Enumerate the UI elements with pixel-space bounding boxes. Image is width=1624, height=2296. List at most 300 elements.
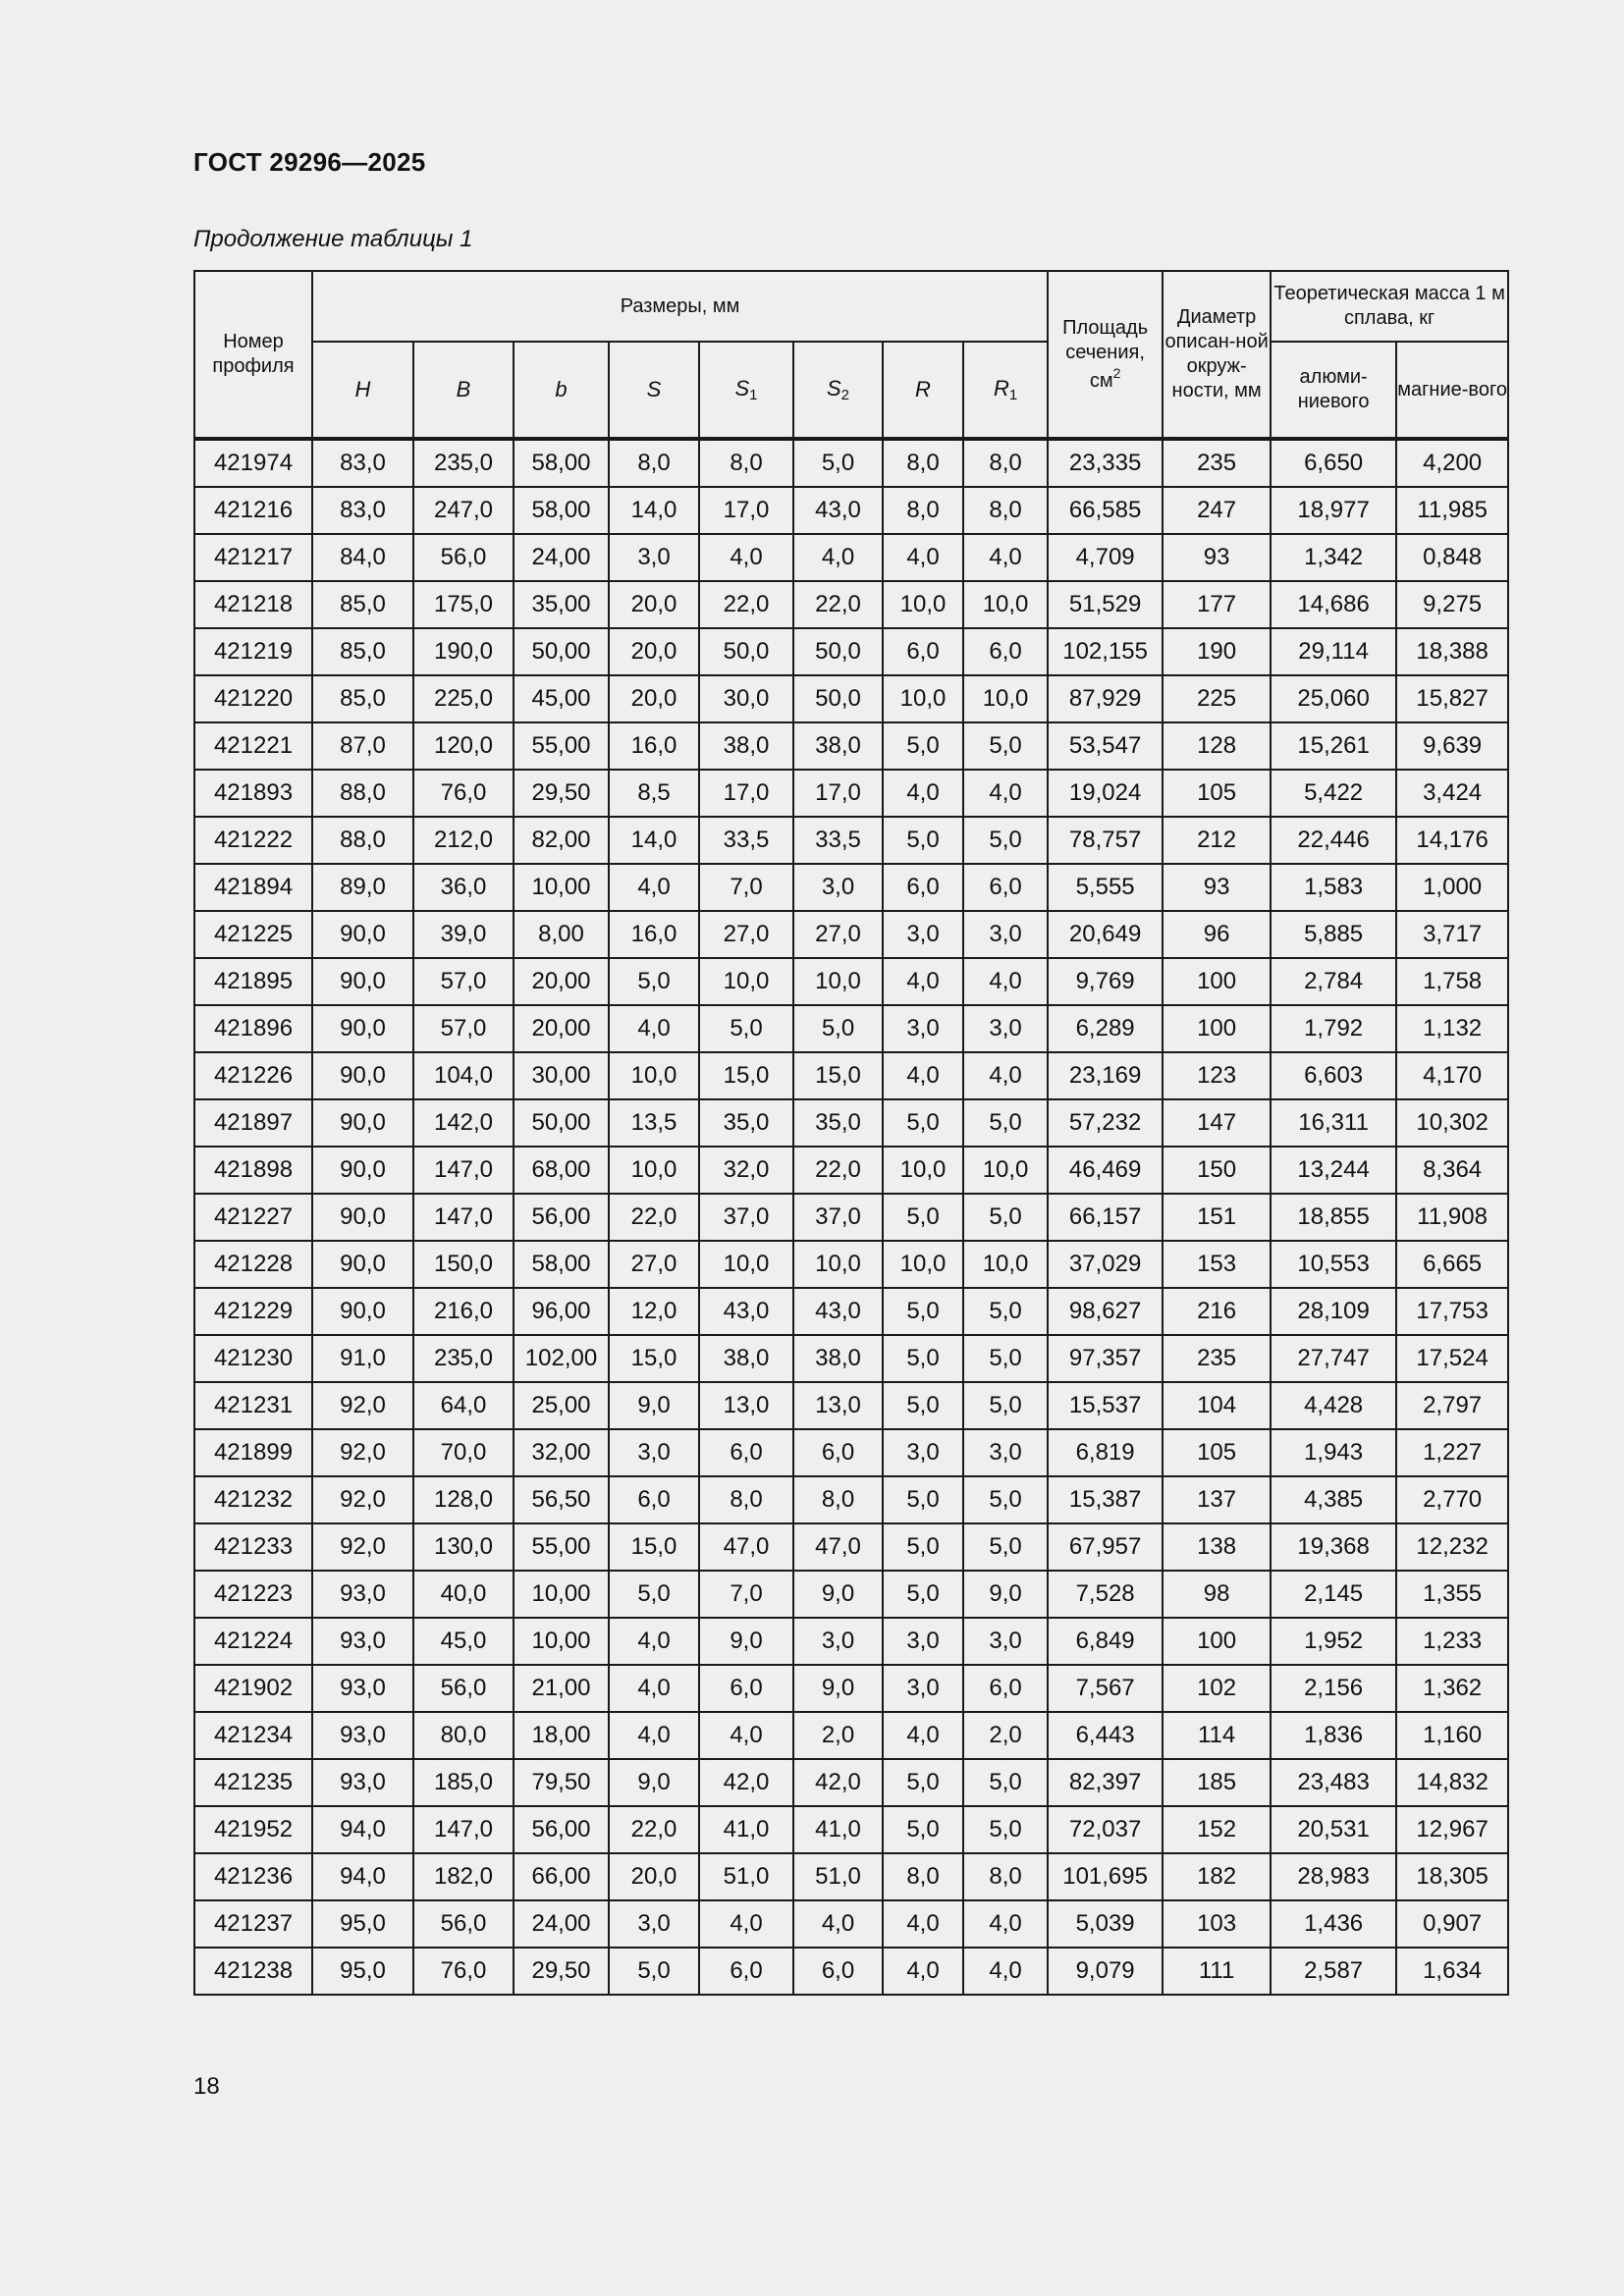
profile-number-cell: 421226 xyxy=(194,1052,312,1099)
table-cell: 22,446 xyxy=(1271,817,1396,864)
table-cell: 58,00 xyxy=(514,1241,609,1288)
table-cell: 7,528 xyxy=(1048,1571,1163,1618)
profile-number-cell: 421219 xyxy=(194,628,312,675)
table-cell: 90,0 xyxy=(312,1288,413,1335)
table-cell: 30,0 xyxy=(699,675,793,722)
table-cell: 82,00 xyxy=(514,817,609,864)
table-cell: 6,0 xyxy=(793,1948,883,1995)
table-cell: 9,0 xyxy=(793,1665,883,1712)
table-cell: 23,169 xyxy=(1048,1052,1163,1099)
table-cell: 84,0 xyxy=(312,534,413,581)
table-cell: 5,0 xyxy=(963,1806,1048,1853)
table-cell: 56,0 xyxy=(413,534,514,581)
table-cell: 56,0 xyxy=(413,1665,514,1712)
table-cell: 56,0 xyxy=(413,1900,514,1948)
table-cell: 55,00 xyxy=(514,722,609,770)
table-cell: 2,587 xyxy=(1271,1948,1396,1995)
table-cell: 42,0 xyxy=(793,1759,883,1806)
table-cell: 2,0 xyxy=(963,1712,1048,1759)
table-cell: 6,0 xyxy=(609,1476,699,1523)
table-cell: 6,0 xyxy=(793,1429,883,1476)
table-cell: 92,0 xyxy=(312,1523,413,1571)
table-cell: 216 xyxy=(1163,1288,1271,1335)
table-cell: 14,176 xyxy=(1396,817,1508,864)
table-cell: 8,0 xyxy=(963,487,1048,534)
table-cell: 90,0 xyxy=(312,1052,413,1099)
table-row xyxy=(194,1476,1508,1523)
table-cell: 85,0 xyxy=(312,581,413,628)
table-cell: 53,547 xyxy=(1048,722,1163,770)
table-cell: 46,469 xyxy=(1048,1147,1163,1194)
table-cell: 4,0 xyxy=(699,1900,793,1948)
table-cell: 20,531 xyxy=(1271,1806,1396,1853)
table-row xyxy=(194,1005,1508,1052)
table-cell: 23,335 xyxy=(1048,439,1163,487)
table-cell: 4,170 xyxy=(1396,1052,1508,1099)
table-cell: 24,00 xyxy=(514,534,609,581)
table-cell: 6,819 xyxy=(1048,1429,1163,1476)
table-cell: 102 xyxy=(1163,1665,1271,1712)
table-cell: 56,50 xyxy=(514,1476,609,1523)
table-cell: 57,232 xyxy=(1048,1099,1163,1147)
table-cell: 41,0 xyxy=(793,1806,883,1853)
table-cell: 87,0 xyxy=(312,722,413,770)
table-cell: 15,0 xyxy=(793,1052,883,1099)
table-cell: 93,0 xyxy=(312,1712,413,1759)
table-cell: 58,00 xyxy=(514,439,609,487)
profile-number-cell: 421218 xyxy=(194,581,312,628)
table-cell: 153 xyxy=(1163,1241,1271,1288)
table-cell: 4,0 xyxy=(609,1712,699,1759)
profile-number-cell: 421233 xyxy=(194,1523,312,1571)
table-cell: 27,0 xyxy=(609,1241,699,1288)
table-row xyxy=(194,1900,1508,1948)
table-cell: 6,0 xyxy=(963,864,1048,911)
profile-number-cell: 421974 xyxy=(194,439,312,487)
table-cell: 111 xyxy=(1163,1948,1271,1995)
table-cell: 15,0 xyxy=(609,1335,699,1382)
table-cell: 152 xyxy=(1163,1806,1271,1853)
table-cell: 93 xyxy=(1163,534,1271,581)
table-cell: 95,0 xyxy=(312,1900,413,1948)
table-cell: 92,0 xyxy=(312,1429,413,1476)
table-row xyxy=(194,722,1508,770)
table-cell: 6,603 xyxy=(1271,1052,1396,1099)
table-cell: 5,0 xyxy=(963,1523,1048,1571)
table-cell: 87,929 xyxy=(1048,675,1163,722)
table-cell: 15,537 xyxy=(1048,1382,1163,1429)
table-cell: 5,0 xyxy=(793,439,883,487)
table-cell: 104 xyxy=(1163,1382,1271,1429)
table-cell: 37,0 xyxy=(699,1194,793,1241)
table-cell: 225,0 xyxy=(413,675,514,722)
table-cell: 89,0 xyxy=(312,864,413,911)
table-cell: 38,0 xyxy=(793,722,883,770)
profile-number-cell: 421899 xyxy=(194,1429,312,1476)
table-cell: 185 xyxy=(1163,1759,1271,1806)
table-cell: 4,0 xyxy=(609,1618,699,1665)
table-cell: 38,0 xyxy=(699,722,793,770)
table-cell: 1,792 xyxy=(1271,1005,1396,1052)
profile-number-cell: 421229 xyxy=(194,1288,312,1335)
table-cell: 6,849 xyxy=(1048,1618,1163,1665)
table-cell: 33,5 xyxy=(699,817,793,864)
table-body xyxy=(194,439,1508,1995)
table-cell: 25,00 xyxy=(514,1382,609,1429)
table-cell: 27,747 xyxy=(1271,1335,1396,1382)
profile-number-cell: 421223 xyxy=(194,1571,312,1618)
table-cell: 102,00 xyxy=(514,1335,609,1382)
header-dimensions: Размеры, мм xyxy=(312,271,1048,342)
table-cell: 1,952 xyxy=(1271,1618,1396,1665)
table-cell: 10,0 xyxy=(963,1147,1048,1194)
table-cell: 55,00 xyxy=(514,1523,609,1571)
table-cell: 18,388 xyxy=(1396,628,1508,675)
table-cell: 10,0 xyxy=(883,675,963,722)
table-cell: 10,00 xyxy=(514,1571,609,1618)
table-cell: 5,0 xyxy=(963,1194,1048,1241)
table-row xyxy=(194,1523,1508,1571)
table-head xyxy=(194,271,1508,439)
table-cell: 8,0 xyxy=(609,439,699,487)
table-cell: 2,784 xyxy=(1271,958,1396,1005)
table-cell: 8,364 xyxy=(1396,1147,1508,1194)
table-cell: 83,0 xyxy=(312,487,413,534)
table-row xyxy=(194,439,1508,487)
header-dim-symbol: B xyxy=(456,377,471,402)
table-cell: 39,0 xyxy=(413,911,514,958)
table-cell: 9,275 xyxy=(1396,581,1508,628)
table-cell: 96,00 xyxy=(514,1288,609,1335)
table-cell: 105 xyxy=(1163,1429,1271,1476)
table-row xyxy=(194,1099,1508,1147)
table-cell: 3,717 xyxy=(1396,911,1508,958)
table-cell: 10,553 xyxy=(1271,1241,1396,1288)
table-cell: 10,0 xyxy=(793,1241,883,1288)
table-cell: 12,232 xyxy=(1396,1523,1508,1571)
profile-number-cell: 421231 xyxy=(194,1382,312,1429)
table-cell: 67,957 xyxy=(1048,1523,1163,1571)
table-cell: 5,0 xyxy=(883,1523,963,1571)
table-cell: 4,0 xyxy=(883,1900,963,1948)
table-cell: 94,0 xyxy=(312,1806,413,1853)
table-cell: 1,233 xyxy=(1396,1618,1508,1665)
table-cell: 28,983 xyxy=(1271,1853,1396,1900)
table-cell: 114 xyxy=(1163,1712,1271,1759)
table-cell: 10,0 xyxy=(963,581,1048,628)
header-dim xyxy=(609,342,699,439)
table-cell: 93,0 xyxy=(312,1759,413,1806)
table-cell: 8,5 xyxy=(609,770,699,817)
profile-number-cell: 421897 xyxy=(194,1099,312,1147)
table-row xyxy=(194,864,1508,911)
table-cell: 104,0 xyxy=(413,1052,514,1099)
table-cell: 47,0 xyxy=(793,1523,883,1571)
table-cell: 43,0 xyxy=(699,1288,793,1335)
profile-number-cell: 421232 xyxy=(194,1476,312,1523)
table-cell: 50,0 xyxy=(793,628,883,675)
profile-number-cell: 421220 xyxy=(194,675,312,722)
header-profile-number: Номер профиля xyxy=(194,271,312,439)
header-mass: Теоретическая масса 1 м сплава, кг xyxy=(1271,271,1508,342)
table-cell: 14,0 xyxy=(609,487,699,534)
table-cell: 58,00 xyxy=(514,487,609,534)
profile-number-cell: 421237 xyxy=(194,1900,312,1948)
table-cell: 0,907 xyxy=(1396,1900,1508,1948)
table-cell: 1,355 xyxy=(1396,1571,1508,1618)
table-cell: 235 xyxy=(1163,439,1271,487)
table-cell: 5,0 xyxy=(699,1005,793,1052)
table-cell: 1,160 xyxy=(1396,1712,1508,1759)
table-cell: 4,0 xyxy=(963,534,1048,581)
table-cell: 18,977 xyxy=(1271,487,1396,534)
table-cell: 92,0 xyxy=(312,1476,413,1523)
profile-number-cell: 421224 xyxy=(194,1618,312,1665)
table-cell: 120,0 xyxy=(413,722,514,770)
table-cell: 4,0 xyxy=(963,1948,1048,1995)
table-cell: 68,00 xyxy=(514,1147,609,1194)
table-cell: 10,0 xyxy=(963,675,1048,722)
table-cell: 90,0 xyxy=(312,1099,413,1147)
table-cell: 12,967 xyxy=(1396,1806,1508,1853)
table-cell: 10,0 xyxy=(883,1147,963,1194)
table-cell: 3,0 xyxy=(963,1618,1048,1665)
table-cell: 95,0 xyxy=(312,1948,413,1995)
table-cell: 90,0 xyxy=(312,958,413,1005)
table-cell: 4,0 xyxy=(699,534,793,581)
table-cell: 29,50 xyxy=(514,770,609,817)
table-cell: 24,00 xyxy=(514,1900,609,1948)
table-cell: 41,0 xyxy=(699,1806,793,1853)
table-row xyxy=(194,1806,1508,1853)
table-cell: 10,0 xyxy=(699,1241,793,1288)
table-cell: 93,0 xyxy=(312,1618,413,1665)
table-cell: 5,422 xyxy=(1271,770,1396,817)
table-cell: 2,797 xyxy=(1396,1382,1508,1429)
table-cell: 15,0 xyxy=(609,1523,699,1571)
table-cell: 51,0 xyxy=(699,1853,793,1900)
table-cell: 15,387 xyxy=(1048,1476,1163,1523)
table-row xyxy=(194,1052,1508,1099)
table-cell: 47,0 xyxy=(699,1523,793,1571)
table-row xyxy=(194,1759,1508,1806)
table-row xyxy=(194,1429,1508,1476)
table-cell: 235,0 xyxy=(413,439,514,487)
table-cell: 4,0 xyxy=(609,1005,699,1052)
table-cell: 13,5 xyxy=(609,1099,699,1147)
table-cell: 56,00 xyxy=(514,1194,609,1241)
table-cell: 10,00 xyxy=(514,864,609,911)
table-cell: 4,0 xyxy=(963,1052,1048,1099)
table-cell: 3,0 xyxy=(883,1429,963,1476)
table-cell: 128 xyxy=(1163,722,1271,770)
header-dim xyxy=(312,342,413,439)
table-cell: 13,244 xyxy=(1271,1147,1396,1194)
table-cell: 14,686 xyxy=(1271,581,1396,628)
table-cell: 2,770 xyxy=(1396,1476,1508,1523)
table-cell: 3,0 xyxy=(883,1005,963,1052)
table-cell: 4,0 xyxy=(883,1052,963,1099)
table-row xyxy=(194,958,1508,1005)
table-cell: 23,483 xyxy=(1271,1759,1396,1806)
table-cell: 33,5 xyxy=(793,817,883,864)
table-cell: 8,0 xyxy=(883,439,963,487)
table-cell: 4,0 xyxy=(609,1665,699,1712)
table-cell: 12,0 xyxy=(609,1288,699,1335)
table-cell: 4,428 xyxy=(1271,1382,1396,1429)
profile-number-cell: 421235 xyxy=(194,1759,312,1806)
table-cell: 10,0 xyxy=(609,1052,699,1099)
table-cell: 50,00 xyxy=(514,1099,609,1147)
table-row xyxy=(194,1335,1508,1382)
table-cell: 4,0 xyxy=(609,864,699,911)
table-cell: 212 xyxy=(1163,817,1271,864)
header-area-label: Площадь сечения, см xyxy=(1062,316,1149,392)
table-row xyxy=(194,1571,1508,1618)
table-cell: 88,0 xyxy=(312,770,413,817)
table-cell: 10,0 xyxy=(883,581,963,628)
header-dim xyxy=(883,342,963,439)
table-cell: 3,0 xyxy=(793,1618,883,1665)
table-cell: 19,368 xyxy=(1271,1523,1396,1571)
table-cell: 70,0 xyxy=(413,1429,514,1476)
table-cell: 103 xyxy=(1163,1900,1271,1948)
table-cell: 8,0 xyxy=(883,487,963,534)
table-cell: 5,0 xyxy=(883,1194,963,1241)
table-cell: 5,0 xyxy=(963,1099,1048,1147)
table-cell: 50,0 xyxy=(699,628,793,675)
table-cell: 5,0 xyxy=(963,1335,1048,1382)
table-cell: 147,0 xyxy=(413,1147,514,1194)
table-cell: 6,0 xyxy=(699,1665,793,1712)
table-cell: 83,0 xyxy=(312,439,413,487)
table-cell: 5,0 xyxy=(883,1571,963,1618)
table-cell: 11,908 xyxy=(1396,1194,1508,1241)
table-cell: 15,827 xyxy=(1396,675,1508,722)
table-cell: 102,155 xyxy=(1048,628,1163,675)
table-cell: 5,0 xyxy=(883,817,963,864)
table-cell: 10,0 xyxy=(609,1147,699,1194)
table-cell: 38,0 xyxy=(699,1335,793,1382)
table-cell: 16,0 xyxy=(609,722,699,770)
table-cell: 5,885 xyxy=(1271,911,1396,958)
table-cell: 18,855 xyxy=(1271,1194,1396,1241)
profile-number-cell: 421902 xyxy=(194,1665,312,1712)
table-cell: 94,0 xyxy=(312,1853,413,1900)
table-cell: 20,649 xyxy=(1048,911,1163,958)
table-cell: 5,0 xyxy=(883,1806,963,1853)
table-cell: 147,0 xyxy=(413,1806,514,1853)
table-cell: 1,583 xyxy=(1271,864,1396,911)
header-dim-symbol: S xyxy=(734,375,750,400)
table-cell: 8,0 xyxy=(699,439,793,487)
table-cell: 3,0 xyxy=(609,1429,699,1476)
table-cell: 9,0 xyxy=(699,1618,793,1665)
table-cell: 6,665 xyxy=(1396,1241,1508,1288)
table-cell: 137 xyxy=(1163,1476,1271,1523)
table-row xyxy=(194,1712,1508,1759)
profile-number-cell: 421896 xyxy=(194,1005,312,1052)
profile-number-cell: 421221 xyxy=(194,722,312,770)
table-cell: 90,0 xyxy=(312,1194,413,1241)
table-cell: 18,305 xyxy=(1396,1853,1508,1900)
profile-number-cell: 421216 xyxy=(194,487,312,534)
table-cell: 147,0 xyxy=(413,1194,514,1241)
table-cell: 9,0 xyxy=(609,1759,699,1806)
table-cell: 225 xyxy=(1163,675,1271,722)
header-dim xyxy=(793,342,883,439)
header-aluminium: алюми-ниевого xyxy=(1271,342,1396,439)
table-cell: 4,0 xyxy=(883,1948,963,1995)
table-cell: 78,757 xyxy=(1048,817,1163,864)
table-cell: 76,0 xyxy=(413,1948,514,1995)
header-dim-subscript: 1 xyxy=(749,386,758,403)
table-cell: 10,0 xyxy=(699,958,793,1005)
table-row xyxy=(194,1665,1508,1712)
table-cell: 5,039 xyxy=(1048,1900,1163,1948)
table-cell: 20,0 xyxy=(609,628,699,675)
table-cell: 4,0 xyxy=(963,958,1048,1005)
profile-number-cell: 421895 xyxy=(194,958,312,1005)
table-cell: 9,0 xyxy=(609,1382,699,1429)
table-cell: 79,50 xyxy=(514,1759,609,1806)
table-cell: 185,0 xyxy=(413,1759,514,1806)
header-diameter: Диаметр описан-ной окруж-ности, мм xyxy=(1163,271,1271,439)
table-cell: 5,0 xyxy=(883,1335,963,1382)
table-cell: 5,0 xyxy=(963,1759,1048,1806)
table-cell: 51,529 xyxy=(1048,581,1163,628)
table-cell: 30,00 xyxy=(514,1052,609,1099)
table-cell: 66,157 xyxy=(1048,1194,1163,1241)
table-cell: 72,037 xyxy=(1048,1806,1163,1853)
profile-number-cell: 421228 xyxy=(194,1241,312,1288)
table-cell: 51,0 xyxy=(793,1853,883,1900)
table-cell: 6,0 xyxy=(883,628,963,675)
table-cell: 17,0 xyxy=(699,487,793,534)
table-cell: 93 xyxy=(1163,864,1271,911)
table-cell: 5,0 xyxy=(609,958,699,1005)
table-cell: 66,00 xyxy=(514,1853,609,1900)
table-cell: 64,0 xyxy=(413,1382,514,1429)
table-cell: 3,0 xyxy=(609,1900,699,1948)
table-cell: 22,0 xyxy=(609,1806,699,1853)
table-cell: 50,00 xyxy=(514,628,609,675)
table-cell: 5,555 xyxy=(1048,864,1163,911)
table-cell: 1,634 xyxy=(1396,1948,1508,1995)
table-cell: 4,0 xyxy=(793,1900,883,1948)
table-cell: 66,585 xyxy=(1048,487,1163,534)
table-cell: 190,0 xyxy=(413,628,514,675)
table-cell: 11,985 xyxy=(1396,487,1508,534)
table-cell: 142,0 xyxy=(413,1099,514,1147)
table-row xyxy=(194,628,1508,675)
table-cell: 9,079 xyxy=(1048,1948,1163,1995)
header-dim-symbol: H xyxy=(354,377,371,402)
table-row xyxy=(194,1194,1508,1241)
table-cell: 8,0 xyxy=(963,439,1048,487)
table-cell: 6,0 xyxy=(963,1665,1048,1712)
table-cell: 5,0 xyxy=(883,1099,963,1147)
table-cell: 9,0 xyxy=(793,1571,883,1618)
table-cell: 57,0 xyxy=(413,1005,514,1052)
table-cell: 20,00 xyxy=(514,1005,609,1052)
table-cell: 3,0 xyxy=(883,1665,963,1712)
table-cell: 123 xyxy=(1163,1052,1271,1099)
document-header: ГОСТ 29296—2025 xyxy=(193,147,426,177)
table-cell: 5,0 xyxy=(793,1005,883,1052)
table-cell: 13,0 xyxy=(699,1382,793,1429)
table-cell: 85,0 xyxy=(312,628,413,675)
